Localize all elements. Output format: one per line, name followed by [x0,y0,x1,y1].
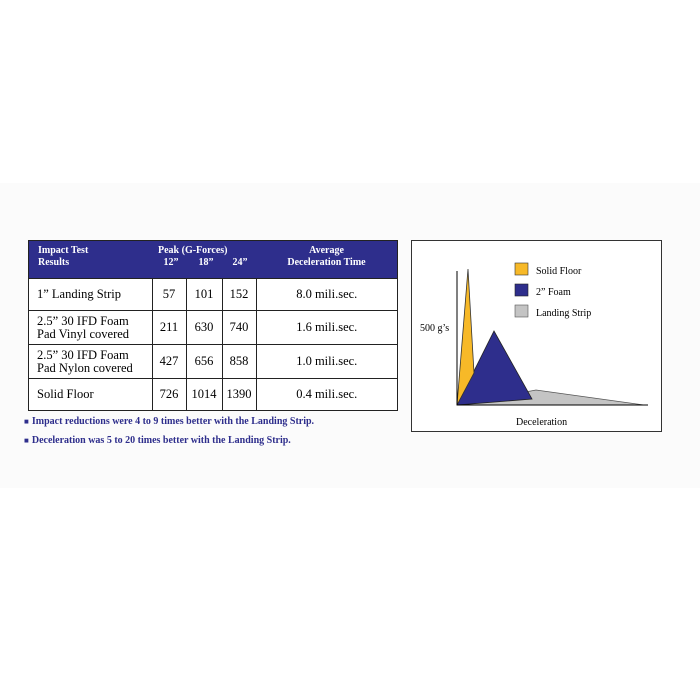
header-peak-12: 12” [163,257,179,268]
cell-18: 630 [186,311,222,345]
cell-24: 740 [222,311,256,345]
legend-swatch-landing-strip [515,305,528,317]
cell-time: 1.0 mili.sec. [256,345,398,379]
header-peak-24: 24” [232,257,248,268]
legend-swatch-solid-floor [515,263,528,275]
note-deceleration [24,435,291,446]
legend-swatch-foam [515,284,528,296]
row-label [29,379,153,411]
header-peak [152,241,256,279]
cell-12: 211 [152,311,186,345]
row-label [29,311,153,345]
cell-18: 101 [186,279,222,311]
cell-12: 427 [152,345,186,379]
header-results-line1: Impact Test [38,245,89,256]
row-label-line1: 1” Landing Strip [37,287,122,301]
bullet-icon: ■ [24,436,29,445]
cell-18: 1014 [186,379,222,411]
header-peak-label: Peak (G-Forces) [158,245,228,256]
header-results [29,241,153,279]
legend-label-foam: 2” Foam [536,287,571,298]
row-label-line2: Pad Vinyl covered [37,326,130,341]
y-axis-label: 500 g’s [420,323,450,334]
table-header-row [29,241,398,279]
row-label-line2: Pad Nylon covered [37,360,133,375]
deceleration-chart-panel [411,240,662,432]
cell-24: 152 [222,279,256,311]
note-text: Impact reductions were 4 to 9 times better with the Landing Strip. [31,416,315,427]
legend-label-landing-strip: Landing Strip [536,308,592,319]
impact-test-table [28,240,398,411]
cell-time: 8.0 mili.sec. [256,279,398,311]
cell-time: 0.4 mili.sec. [256,379,398,411]
cell-12: 726 [152,379,186,411]
header-peak-18: 18” [198,257,214,268]
table-row [29,345,398,379]
row-label-line1: 2.5” 30 IFD Foam [37,347,129,362]
row-label-line1: 2.5” 30 IFD Foam [37,313,129,328]
header-results-line2: Results [38,257,70,268]
row-label [29,345,153,379]
x-axis-label: Deceleration [516,417,568,428]
table-row [29,279,398,311]
header-avg-line2: Deceleration Time [287,257,366,268]
note-text: Deceleration was 5 to 20 times better with the Landing Strip. [31,435,291,446]
cell-time: 1.6 mili.sec. [256,311,398,345]
cell-24: 1390 [222,379,256,411]
legend-label-solid-floor: Solid Floor [536,266,582,277]
table-row [29,311,398,345]
table-row [29,379,398,411]
row-label-line1: Solid Floor [37,387,94,401]
bullet-icon: ■ [24,417,29,426]
note-impact-reduction [24,416,314,427]
cell-12: 57 [152,279,186,311]
cell-18: 656 [186,345,222,379]
row-label [29,279,153,311]
cell-24: 858 [222,345,256,379]
header-avg-line1: Average [309,245,344,256]
header-avg [256,241,398,279]
deceleration-chart [412,241,661,431]
